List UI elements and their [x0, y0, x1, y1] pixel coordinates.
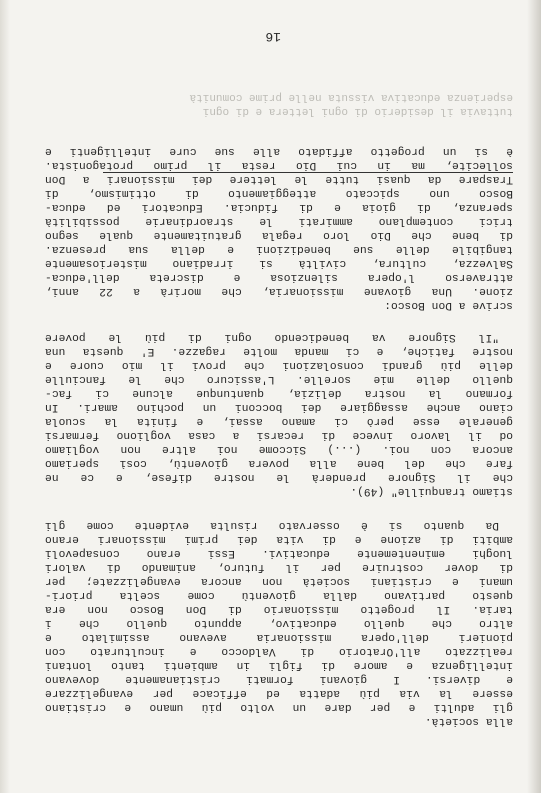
text-line: questo partivano dalla gioventù come scelta priori- — [45, 589, 513, 601]
text-line: Bosco uno spiccato atteggiamento di ottimismo, di — [45, 187, 513, 199]
text-line: "Il Signore va benedicendo ogni di più le povere — [45, 331, 499, 343]
text-line: scrive a Don Bosco: — [384, 299, 513, 311]
text-line: delle più grandi consolazioni che provi il mio cuore e — [45, 359, 513, 371]
text-line: generale esse però ci amano assai, e finita la scuola — [45, 415, 513, 427]
text-line: pionieri dell'opera missionaria avevano assimilato e — [45, 631, 513, 643]
text-line: sollecite, ma in cui Dio resta il primo protagonista. — [45, 159, 513, 171]
text-line: Salvezza, cultura, civiltà si irradiano misteriosamente — [45, 257, 513, 269]
text-line: formano la nostra delizia, quantunque alcune ci fac- — [45, 387, 513, 399]
text-line: intelligenza e amore di figli in ambienti tanto lontani — [45, 659, 513, 671]
text-line: Da quanto si è osservato risulta evidente come gli — [45, 519, 499, 531]
text-line: luoghi eminentemente educativi. Essi erano consapevoli — [45, 547, 513, 559]
text-line: Traspare da quasi tutte le lettere dei missionari a Don — [45, 173, 513, 185]
text-line: di bene che Dio loro regala gratuitamente quale segno — [45, 229, 513, 241]
text-line: ancora con noi. (...) Siccome noi altre non vogliamo — [45, 443, 513, 455]
text-line: realizzato all'Oratorio di Valdocco e inculturato con — [45, 645, 513, 657]
text-line: altro che quello educativo, appunto quello che i — [45, 617, 513, 629]
text-line: nostre fatiche, e ci manda molte ragazze. E' questa una — [45, 345, 513, 357]
text-line: speranza, di gioia e di fiducia. Educatori ed educa- — [45, 201, 513, 213]
text-line: tangibile delle sue benedizioni e della sua presenza. — [45, 243, 513, 255]
text-line: taria. Il progetto missionario di Don Bosco non era — [45, 603, 513, 615]
text-line: zione. Una giovane missionaria, che morirà a 22 anni, — [45, 285, 513, 297]
text-line: gli adulti e per dare un volto più umano e cristiano — [45, 701, 513, 713]
page-number: 16 — [265, 29, 281, 44]
text-line: alla società. — [424, 715, 513, 727]
show-through-text: tuttavia il desiderio di ogni lettera e di ogni — [202, 105, 513, 117]
text-line: è si un progetto affidato alle sue cure intelligenti e — [45, 145, 513, 157]
text-line: attraverso l'opera silenziosa e discreta dell'educa- — [45, 271, 513, 283]
text-line: essere la via più adatta ed efficace per evangelizzare — [45, 687, 513, 699]
text-line: di dover costruire per il futuro, animando di valori — [45, 561, 513, 573]
text-line: od il lavoro invece di recarsi a casa vogliono fermarsi — [45, 429, 513, 441]
text-line: fare che del bene alla povera gioventù, così speriamo — [45, 457, 513, 469]
text-line: che il Signore prenderà le nostre difese, e ce ne — [45, 471, 513, 483]
text-line: ciano anche assaggiare dei bocconi un pochino amari. In — [45, 401, 513, 413]
text-line: stiamo tranquille" (49). — [350, 485, 513, 497]
underline-mark — [103, 172, 513, 173]
text-line: quello delle mie sorelle. L'assicuro che le fanciulle — [45, 373, 513, 385]
text-line: umani e cristiani società non ancora evangelizzate; per — [45, 575, 513, 587]
show-through-text: esperienza educativa vissuta nelle prime comunità — [189, 91, 513, 103]
text-line: ambiti di azione e di vita dei primi missionari erano — [45, 533, 513, 545]
text-line: e diversi. I giovani formati cristianamente dovevano — [45, 673, 513, 685]
text-line: trici contemplano ammirati le straordinarie possibilità — [45, 215, 513, 227]
